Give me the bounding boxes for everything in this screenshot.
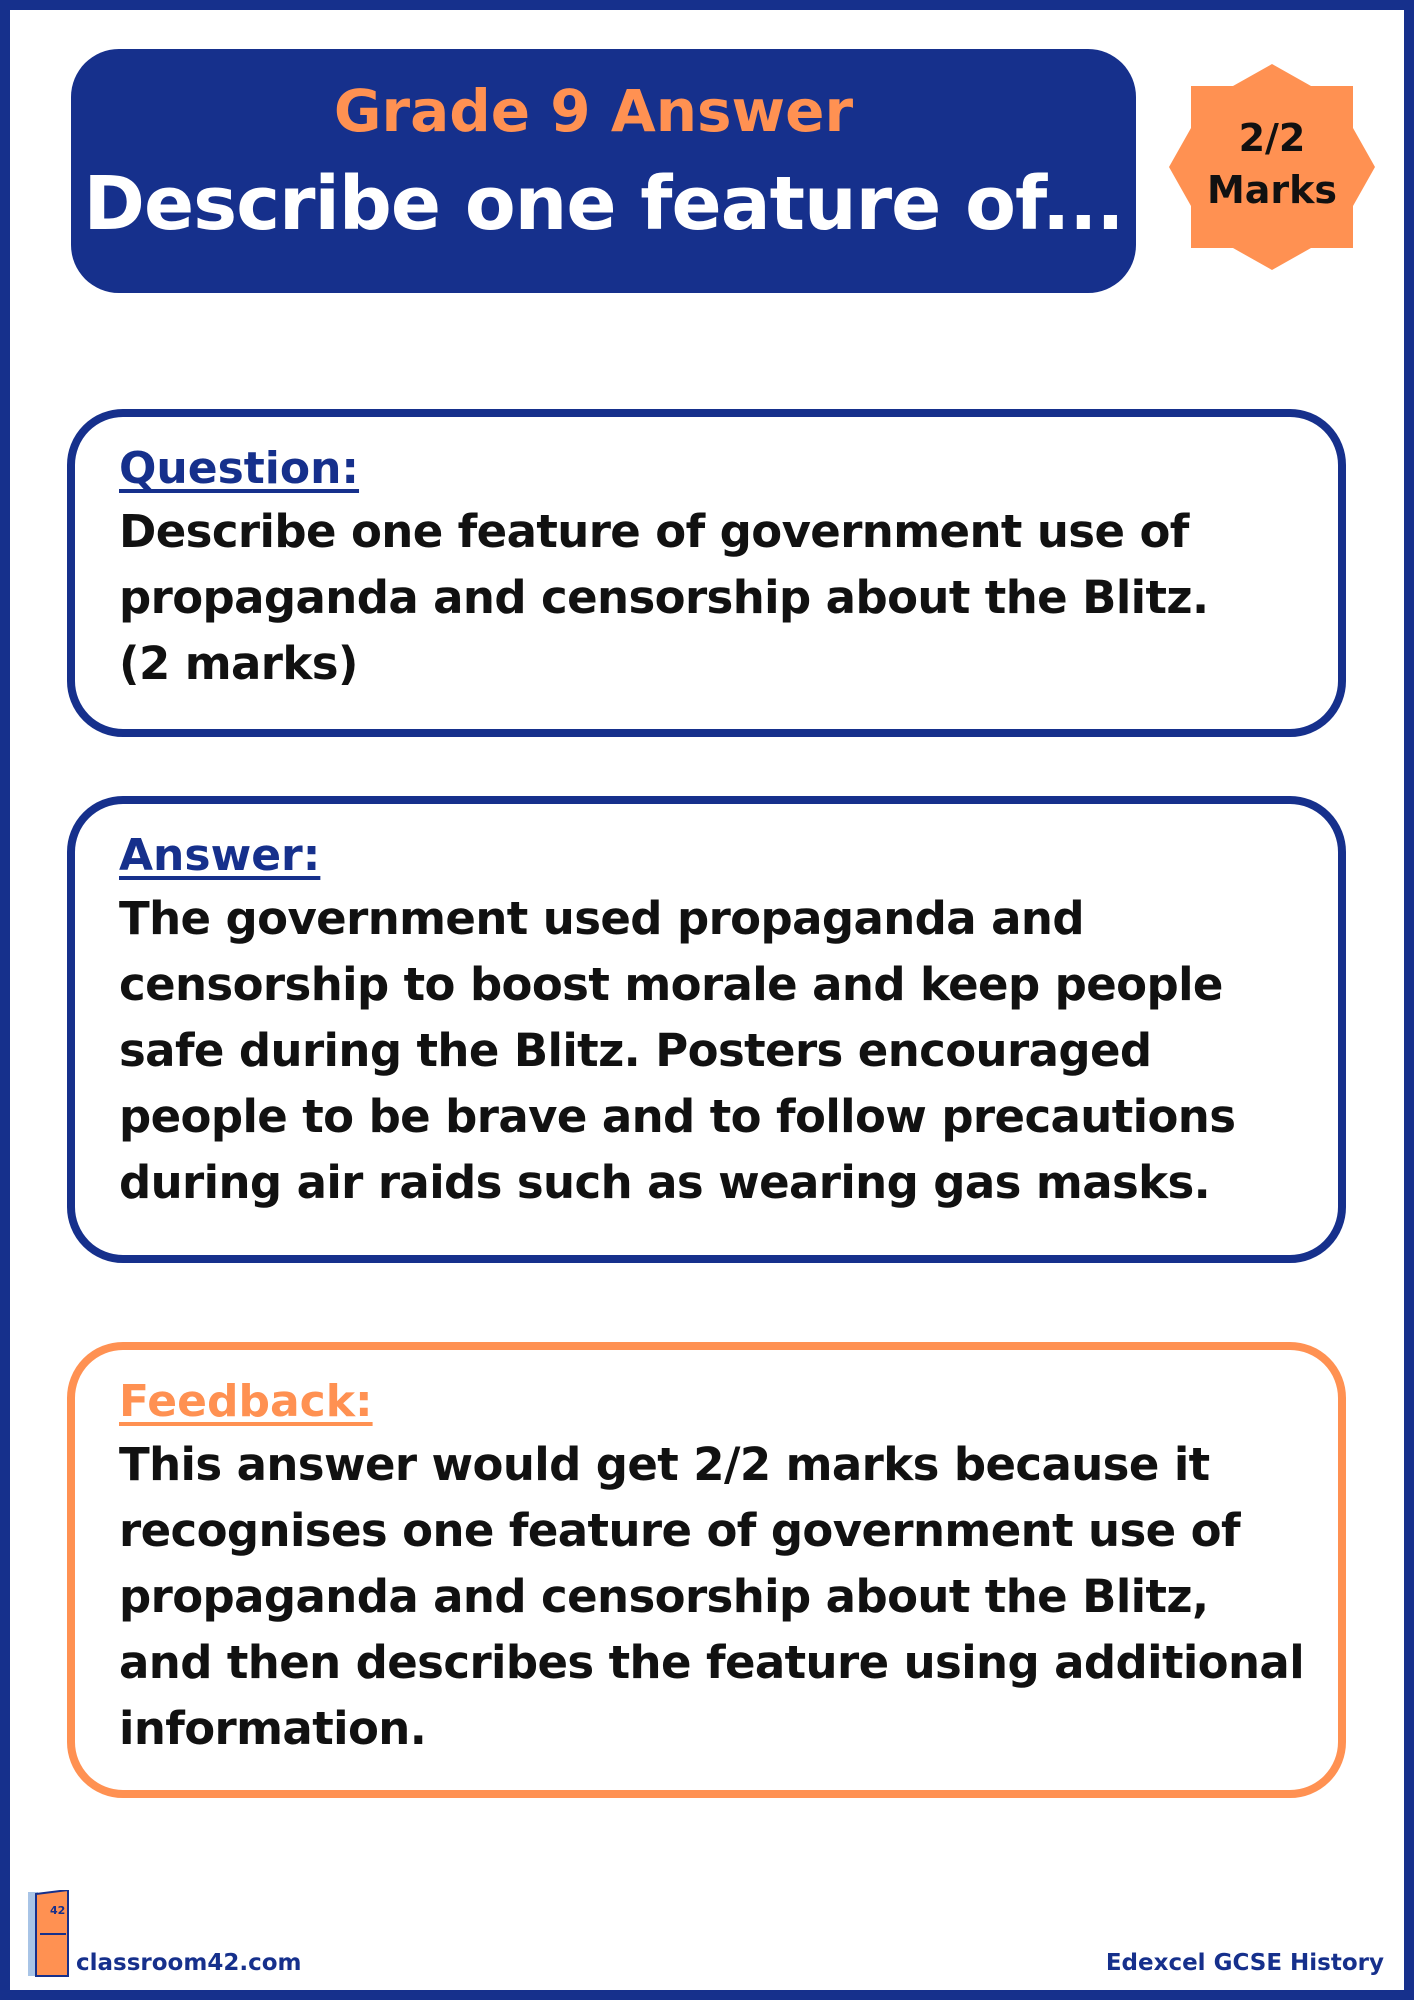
question-box <box>67 409 1346 737</box>
badge-label: Marks <box>1206 168 1338 212</box>
page-title: Describe one feature of... <box>83 161 1124 247</box>
footer-site: classroom42.com <box>76 1950 302 1976</box>
feedback-label: Feedback: <box>119 1376 373 1427</box>
footer-course: Edexcel GCSE History <box>1105 1950 1384 1976</box>
marks-badge <box>1167 62 1377 272</box>
door-logo-icon <box>26 1890 72 1980</box>
logo-number: 42 <box>50 1904 66 1917</box>
question-label: Question: <box>119 443 360 494</box>
feedback-box <box>67 1342 1346 1798</box>
answer-label: Answer: <box>119 830 321 881</box>
question-text: Describe one feature of government use of propaganda and censorship about the Blitz. (2 marks) <box>119 505 1209 690</box>
grade-subtitle: Grade 9 Answer <box>333 77 854 145</box>
feedback-text: This answer would get 2/2 marks because it recognises one feature of government use of propaganda and censorship about the Blitz, and then describes the feature using additional information. <box>119 1438 1305 1755</box>
answer-text: The government used propaganda and censorship to boost morale and keep people safe during the Blitz. Posters encouraged people to be brave and to follow precautions during air raids such as wearing gas masks. <box>119 892 1236 1209</box>
badge-score: 2/2 <box>1238 116 1306 160</box>
answer-box <box>67 796 1346 1263</box>
header-banner <box>71 49 1136 293</box>
